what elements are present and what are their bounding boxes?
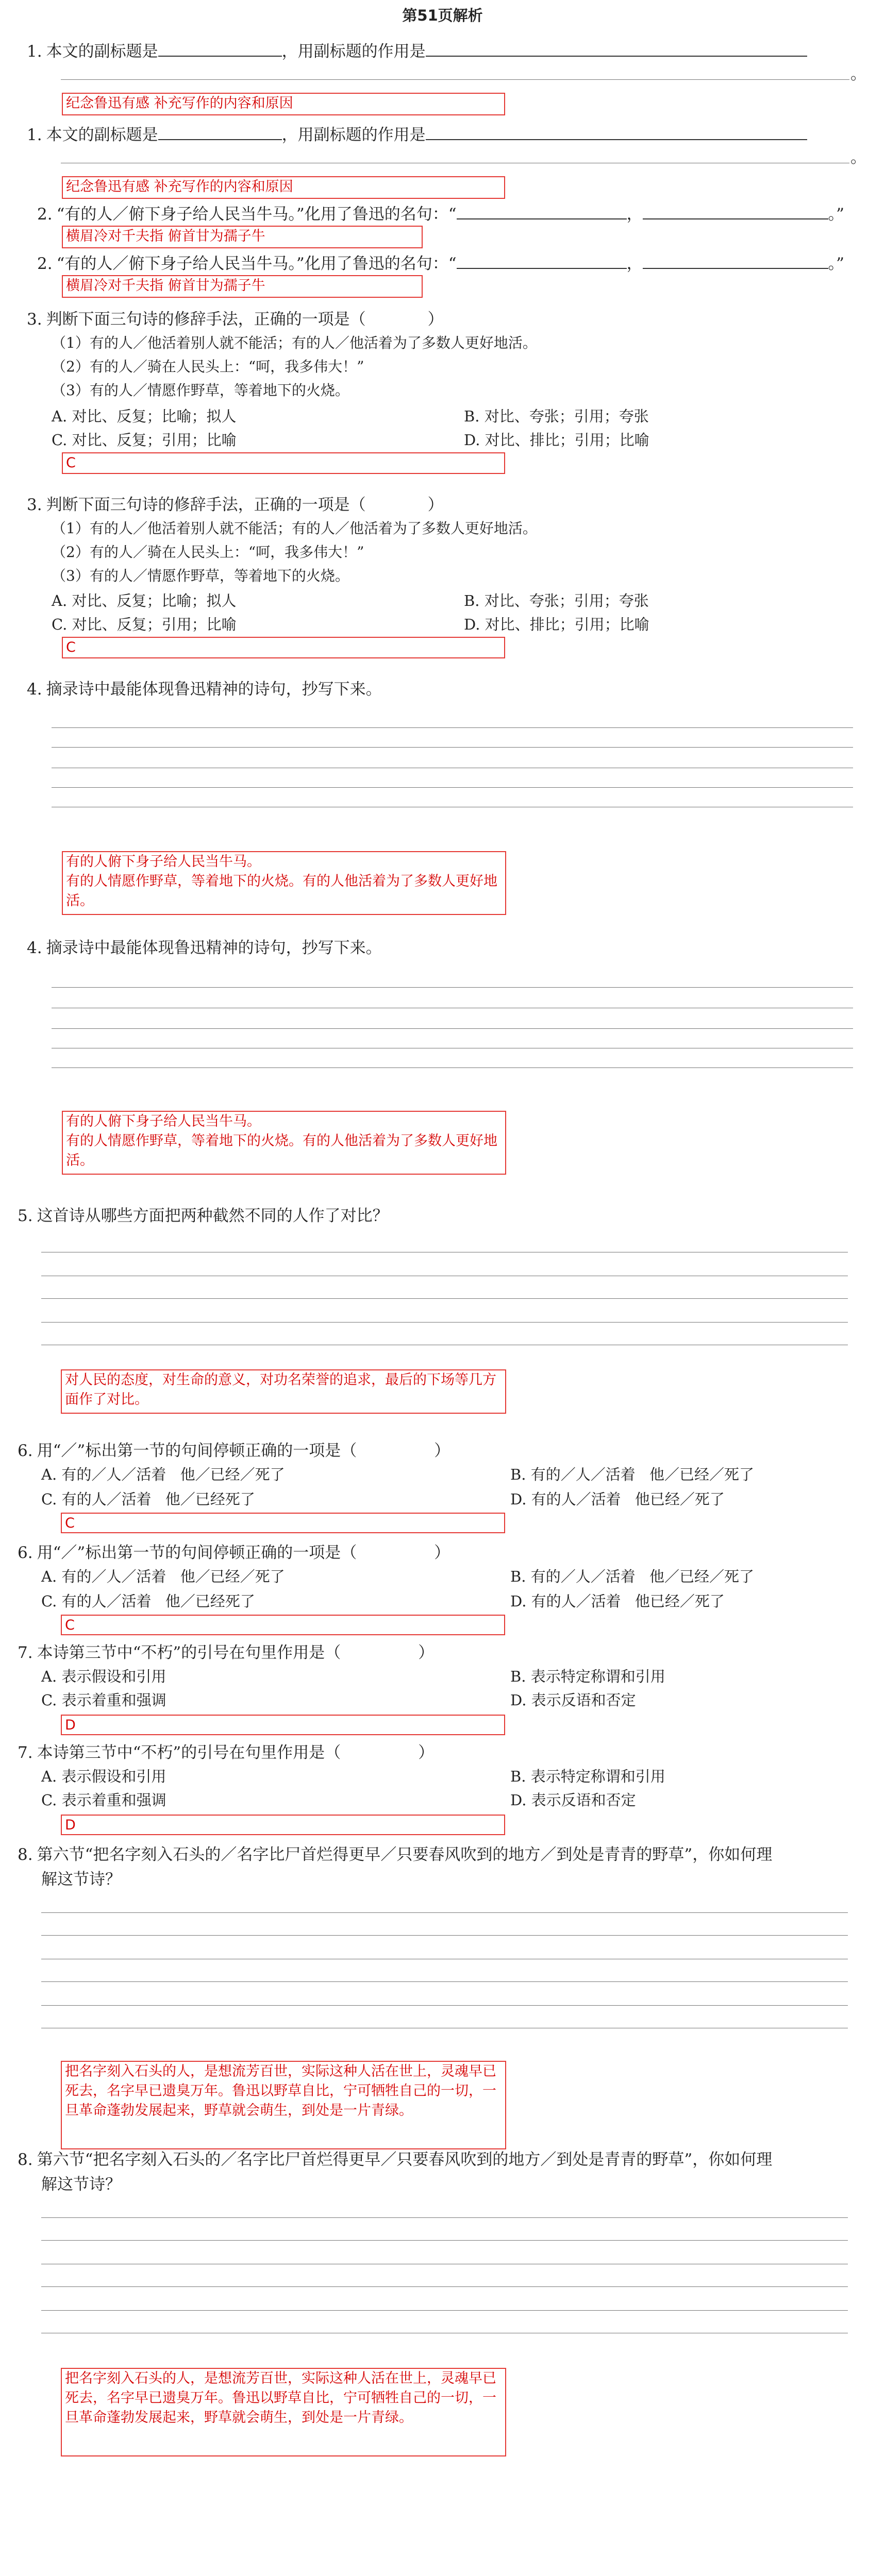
answer-line <box>52 787 853 788</box>
period: 。 <box>850 148 866 167</box>
option-key: D. <box>464 431 480 449</box>
question-number: 7. <box>18 1643 33 1662</box>
answer-blank[interactable] <box>457 255 627 269</box>
option-key: C. <box>41 1691 57 1709</box>
option-c[interactable] <box>41 1490 255 1509</box>
option-key: A. <box>52 408 68 425</box>
option-text: 表示反语和否定 <box>531 1791 636 1809</box>
question-number: 4. <box>27 939 42 957</box>
option-key: A. <box>41 1768 57 1785</box>
option-text: 表示假设和引用 <box>61 1668 166 1685</box>
option-key: B. <box>510 1466 526 1483</box>
option-text: 对比、排比；引用；比喻 <box>485 616 649 633</box>
option-b[interactable] <box>510 1667 665 1686</box>
question-8 <box>18 1844 772 1865</box>
option-key: D. <box>510 1791 527 1809</box>
paren-close: ） <box>434 1544 450 1562</box>
answer-line <box>52 987 853 988</box>
option-text: 有的／人／活着 他／已经／死了 <box>61 1466 285 1483</box>
option-d[interactable] <box>510 1490 725 1509</box>
poem-line: （2）有的人／骑在人民头上：“呵，我多伟大！” <box>52 358 364 375</box>
option-text: 对比、夸张；引用；夸张 <box>484 408 649 425</box>
answer-box: C <box>61 1513 505 1533</box>
answer-box: 有的人俯下身子给人民当牛马。 有的人情愿作野草，等着地下的火烧。有的人他活着为了多数人更好地活。 <box>62 851 506 915</box>
option-key: B. <box>510 1568 526 1585</box>
answer-line <box>41 1912 848 1913</box>
option-key: D. <box>510 1691 527 1709</box>
question-text: ，用副标题的作用是 <box>281 42 426 61</box>
option-d[interactable] <box>510 1691 636 1709</box>
option-key: B. <box>510 1768 526 1785</box>
question-text: 本文的副标题是 <box>46 126 158 144</box>
answer-box: C <box>61 1615 505 1635</box>
option-key: D. <box>510 1490 527 1508</box>
question-number: 6. <box>18 1442 33 1460</box>
option-text: 有的／人／活着 他／已经／死了 <box>530 1466 754 1483</box>
answer-line <box>41 2310 848 2311</box>
answer-blank[interactable] <box>158 126 282 140</box>
page-title: 第51页解析 <box>402 7 483 24</box>
answer-line <box>52 727 853 728</box>
answer-blank[interactable] <box>426 126 807 140</box>
poem-line: （1）有的人／他活着别人就不能活；有的人／他活着为了多数人更好地活。 <box>52 520 537 537</box>
answer-box: 把名字刻入石头的人，是想流芳百世，实际这种人活在世上，灵魂早已死去，名字早已遗臭万年。鲁迅以野草自比，宁可牺牲自己的一切，一旦革命蓬勃发展起来，野草就会萌生，到处是一片青绿。 <box>61 2061 506 2149</box>
question-7 <box>18 1642 434 1663</box>
option-text: 表示假设和引用 <box>61 1768 166 1785</box>
question-number: 8. <box>18 1845 33 1864</box>
question-number: 4. <box>27 680 42 699</box>
option-b[interactable] <box>464 407 649 426</box>
option-key: C. <box>41 1490 57 1508</box>
poem-line: （3）有的人／情愿作野草，等着地下的火烧。 <box>52 382 349 399</box>
question-text: “有的人／俯下身子给人民当牛马。”化用了鲁迅的名句：“ <box>56 205 457 224</box>
question-stem: 判断下面三句诗的修辞手法，正确的一项是（ <box>46 310 366 329</box>
answer-blank[interactable] <box>643 255 828 269</box>
option-key: C. <box>41 1592 57 1610</box>
option-key: A. <box>41 1668 57 1685</box>
answer-blank[interactable] <box>426 42 807 57</box>
question-5 <box>18 1206 389 1226</box>
option-text: 表示着重和强调 <box>61 1691 166 1709</box>
answer-box: D <box>61 1715 505 1735</box>
period: 。 <box>850 65 866 83</box>
question-number: 5. <box>18 1207 33 1225</box>
option-text: 表示特定称谓和引用 <box>530 1768 665 1785</box>
option-text: 有的／人／活着 他／已经／死了 <box>530 1568 754 1585</box>
option-a[interactable] <box>52 407 236 426</box>
option-d[interactable] <box>510 1592 725 1611</box>
question-stem: 摘录诗中最能体现鲁迅精神的诗句，抄写下来。 <box>46 939 382 957</box>
option-text: 表示反语和否定 <box>531 1691 636 1709</box>
poem-line: （1）有的人／他活着别人就不能活；有的人／他活着为了多数人更好地活。 <box>52 334 537 351</box>
question-number: 8. <box>18 2150 33 2169</box>
option-key: B. <box>464 408 480 425</box>
quote-end: 。” <box>828 205 844 224</box>
option-key: B. <box>510 1668 526 1685</box>
comma: ， <box>626 255 643 273</box>
question-number: 2. <box>37 255 53 273</box>
option-key: D. <box>464 616 480 633</box>
option-text: 有的／人／活着 他／已经／死了 <box>61 1568 285 1585</box>
option-text: 对比、排比；引用；比喻 <box>485 431 649 449</box>
paren-close: ） <box>434 1442 450 1460</box>
answer-line <box>41 2286 848 2287</box>
comma: ， <box>626 205 643 224</box>
question-3 <box>27 495 444 515</box>
answer-blank[interactable] <box>457 205 627 219</box>
answer-box: 横眉冷对千夫指 俯首甘为孺子牛 <box>62 275 423 298</box>
option-b[interactable] <box>510 1767 665 1786</box>
option-a[interactable] <box>52 591 236 610</box>
option-key: C. <box>52 431 68 449</box>
option-text: 有的人／活着 他／已经死了 <box>61 1490 255 1508</box>
option-text: 有的人／活着 他已经／死了 <box>531 1490 725 1508</box>
option-key: A. <box>41 1568 57 1585</box>
question-number: 7. <box>18 1743 33 1762</box>
question-2 <box>37 204 844 225</box>
answer-line <box>41 1981 848 1982</box>
answer-box: 把名字刻入石头的人，是想流芳百世，实际这种人活在世上，灵魂早已死去，名字早已遗臭万年。鲁迅以野草自比，宁可牺牲自己的一切，一旦革命蓬勃发展起来，野草就会萌生，到处是一片青绿。 <box>61 2368 506 2456</box>
option-b[interactable] <box>510 1567 754 1586</box>
answer-line <box>41 2005 848 2006</box>
question-stem: 用“／”标出第一节的句间停顿正确的一项是（ <box>37 1544 357 1562</box>
option-d[interactable] <box>464 431 649 449</box>
question-stem: 摘录诗中最能体现鲁迅精神的诗句，抄写下来。 <box>46 680 382 699</box>
question-number: 1. <box>27 126 42 144</box>
option-text: 表示着重和强调 <box>61 1791 166 1809</box>
answer-line <box>61 79 849 80</box>
quote-end: 。” <box>828 255 844 273</box>
option-text: 对比、反复；引用；比喻 <box>72 616 237 633</box>
answer-line <box>52 747 853 748</box>
option-c[interactable] <box>52 615 237 634</box>
poem-line: （3）有的人／情愿作野草，等着地下的火烧。 <box>52 567 349 584</box>
answer-line <box>41 2217 848 2218</box>
option-c[interactable] <box>52 431 237 449</box>
answer-box: C <box>62 637 505 658</box>
option-key: D. <box>510 1592 527 1610</box>
option-key: A. <box>41 1466 57 1483</box>
question-number: 6. <box>18 1544 33 1562</box>
option-c[interactable] <box>41 1592 255 1611</box>
poem-line: （2）有的人／骑在人民头上：“呵，我多伟大！” <box>52 544 364 561</box>
question-number: 3. <box>27 310 42 329</box>
question-6 <box>18 1440 450 1461</box>
answer-line <box>52 1028 853 1029</box>
question-stem: 这首诗从哪些方面把两种截然不同的人作了对比？ <box>37 1207 389 1225</box>
answer-line <box>41 2240 848 2241</box>
question-4 <box>27 938 382 958</box>
question-3 <box>27 309 444 330</box>
answer-blank[interactable] <box>643 205 828 219</box>
paren-close: ） <box>418 1643 435 1662</box>
question-7 <box>18 1742 434 1763</box>
question-6 <box>18 1543 450 1563</box>
answer-line <box>41 1298 848 1299</box>
question-stem: 本诗第三节中“不朽”的引号在句里作用是（ <box>37 1643 341 1662</box>
paren-close: ） <box>427 496 444 514</box>
answer-box: D <box>61 1815 505 1835</box>
option-key: C. <box>52 616 68 633</box>
question-1 <box>27 41 807 62</box>
question-stem: 用“／”标出第一节的句间停顿正确的一项是（ <box>37 1442 357 1460</box>
answer-box: 对人民的态度，对生命的意义，对功名荣誉的追求，最后的下场等几方面作了对比。 <box>61 1369 506 1414</box>
answer-line <box>41 1322 848 1323</box>
question-number: 2. <box>37 205 53 224</box>
option-a[interactable] <box>41 1465 285 1484</box>
option-a[interactable] <box>41 1667 166 1686</box>
question-text: ，用副标题的作用是 <box>281 126 426 144</box>
question-8-continued: 解这节诗？ <box>41 1870 121 1889</box>
paren-close: ） <box>427 310 444 329</box>
option-c[interactable] <box>41 1691 166 1709</box>
option-text: 有的人／活着 他已经／死了 <box>531 1592 725 1610</box>
answer-box: 纪念鲁迅有感 补充写作的内容和原因 <box>62 93 505 115</box>
option-a[interactable] <box>41 1567 285 1586</box>
option-key: B. <box>464 592 480 609</box>
question-number: 3. <box>27 496 42 514</box>
option-a[interactable] <box>41 1767 166 1786</box>
option-c[interactable] <box>41 1791 166 1809</box>
option-d[interactable] <box>510 1791 636 1809</box>
option-text: 对比、反复；引用；比喻 <box>72 431 237 449</box>
question-number: 1. <box>27 42 42 61</box>
question-2 <box>37 253 844 274</box>
question-stem: 第六节“把名字刻入石头的／名字比尸首烂得更早／只要春风吹到的地方／到处是青青的野草”，你如何理 <box>37 2150 773 2169</box>
option-d[interactable] <box>464 615 649 634</box>
question-1 <box>27 125 807 145</box>
paren-close: ） <box>418 1743 435 1762</box>
option-text: 对比、反复；比喻；拟人 <box>72 408 237 425</box>
question-stem: 第六节“把名字刻入石头的／名字比尸首烂得更早／只要春风吹到的地方／到处是青青的野草”，你如何理 <box>37 1845 773 1864</box>
question-text: “有的人／俯下身子给人民当牛马。”化用了鲁迅的名句：“ <box>56 255 457 273</box>
answer-box: 横眉冷对千夫指 俯首甘为孺子牛 <box>62 226 423 248</box>
question-8-continued: 解这节诗？ <box>41 2175 121 2194</box>
answer-line <box>52 1067 853 1068</box>
question-stem: 本诗第三节中“不朽”的引号在句里作用是（ <box>37 1743 341 1762</box>
option-key: C. <box>41 1791 57 1809</box>
option-text: 对比、反复；比喻；拟人 <box>72 592 237 609</box>
question-4 <box>27 679 382 700</box>
answer-blank[interactable] <box>158 42 282 57</box>
answer-line <box>41 1935 848 1936</box>
question-stem: 判断下面三句诗的修辞手法，正确的一项是（ <box>46 496 366 514</box>
answer-box: C <box>62 452 505 474</box>
answer-box: 纪念鲁迅有感 补充写作的内容和原因 <box>62 176 505 199</box>
option-text: 有的人／活着 他／已经死了 <box>61 1592 255 1610</box>
option-key: A. <box>52 592 68 609</box>
option-b[interactable] <box>510 1465 754 1484</box>
option-b[interactable] <box>464 591 649 610</box>
question-text: 本文的副标题是 <box>46 42 158 61</box>
option-text: 表示特定称谓和引用 <box>530 1668 665 1685</box>
question-8 <box>18 2149 772 2170</box>
answer-box: 有的人俯下身子给人民当牛马。 有的人情愿作野草，等着地下的火烧。有的人他活着为了多数人更好地活。 <box>62 1111 506 1175</box>
option-text: 对比、夸张；引用；夸张 <box>484 592 649 609</box>
